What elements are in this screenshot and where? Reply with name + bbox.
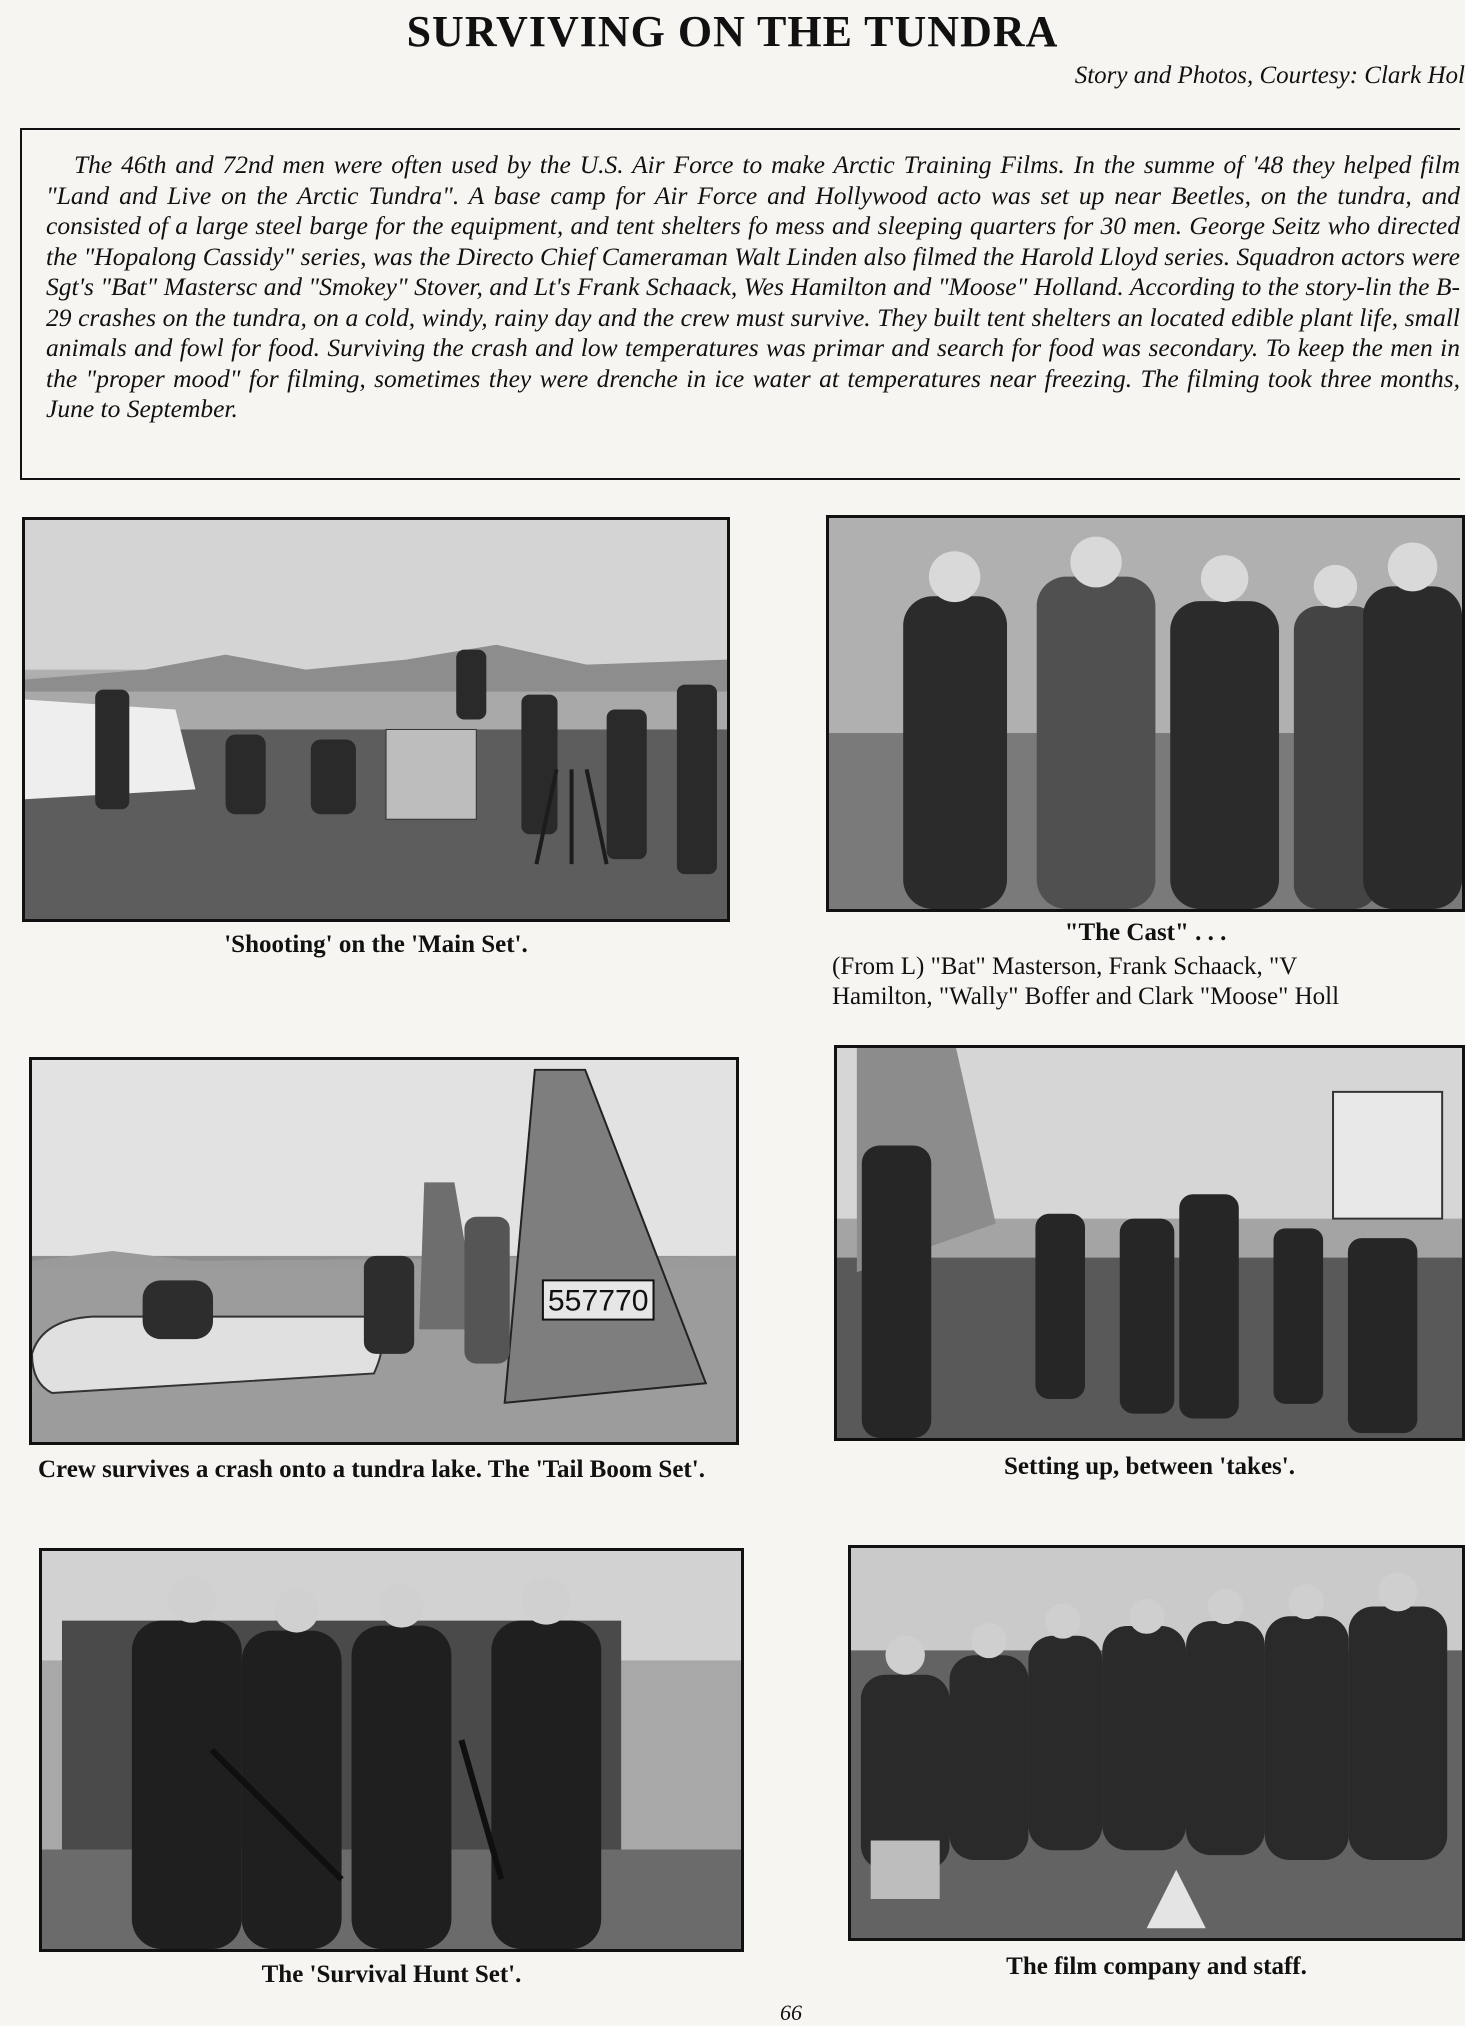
caption-the-cast-line-3: Hamilton, "Wally" Boffer and Clark "Moose" Holl	[832, 983, 1340, 1010]
caption-setting-up: Setting up, between 'takes'.	[1004, 1453, 1295, 1480]
caption-the-cast-line-2: (From L) "Bat" Masterson, Frank Schaack, "V	[832, 953, 1298, 980]
photo-setting-up	[834, 1045, 1465, 1441]
page-number: 66	[780, 2000, 802, 2025]
photo-survival-hunt-set	[39, 1548, 744, 1952]
photo-the-cast	[826, 515, 1465, 912]
caption-the-cast: "The Cast" . . .	[1064, 919, 1227, 946]
caption-survival-hunt-set: The 'Survival Hunt Set'.	[261, 1961, 522, 1988]
page-title: SURVIVING ON THE TUNDRA	[406, 7, 1059, 56]
caption-tail-boom-set: Crew survives a crash onto a tundra lake. The 'Tail Boom Set'.	[38, 1456, 705, 1483]
intro-text-box: The 46th and 72nd men were often used by the U.S. Air Force to make Arctic Training Films. In the summe of '48 they helped film "Land and Live on the Arctic Tundra". A base camp for Air Force and Hollywood acto was set up near Beetles, on the tundra, and consisted of a large steel barge for the equipment, and tent shelters fo mess and sleeping quarters for 30 men. George Seitz who directed the "Hopalong Cassidy" series, was the Directo Chief Cameraman Walt Linden also filmed the Harold Lloyd series. Squadron actors were Sgt's "Bat" Mastersc and "Smokey" Stover, and Lt's Frank Schaack, Wes Hamilton and "Moose" Holland. According to the story-lin the B-29 crashes on the tundra, on a cold, windy, rainy day and the crew must survive. They built tent shelters an located edible plant life, small animals and fowl for food. Surviving the crash and low temperatures was primar and search for food was secondary. To keep the men in the "proper mood" for filming, sometimes they were drenche in ice water at temperatures near freezing. The filming took three months, June to September.	[20, 128, 1460, 480]
photo-film-company	[848, 1545, 1465, 1941]
caption-film-company: The film company and staff.	[1006, 1953, 1307, 1980]
photo-tail-boom-set	[29, 1057, 739, 1445]
photo-main-set	[22, 517, 730, 922]
story-credit: Story and Photos, Courtesy: Clark Hol	[1074, 62, 1465, 89]
tail-number: 557770	[547, 1285, 649, 1318]
caption-main-set: 'Shooting' on the 'Main Set'.	[224, 931, 528, 958]
